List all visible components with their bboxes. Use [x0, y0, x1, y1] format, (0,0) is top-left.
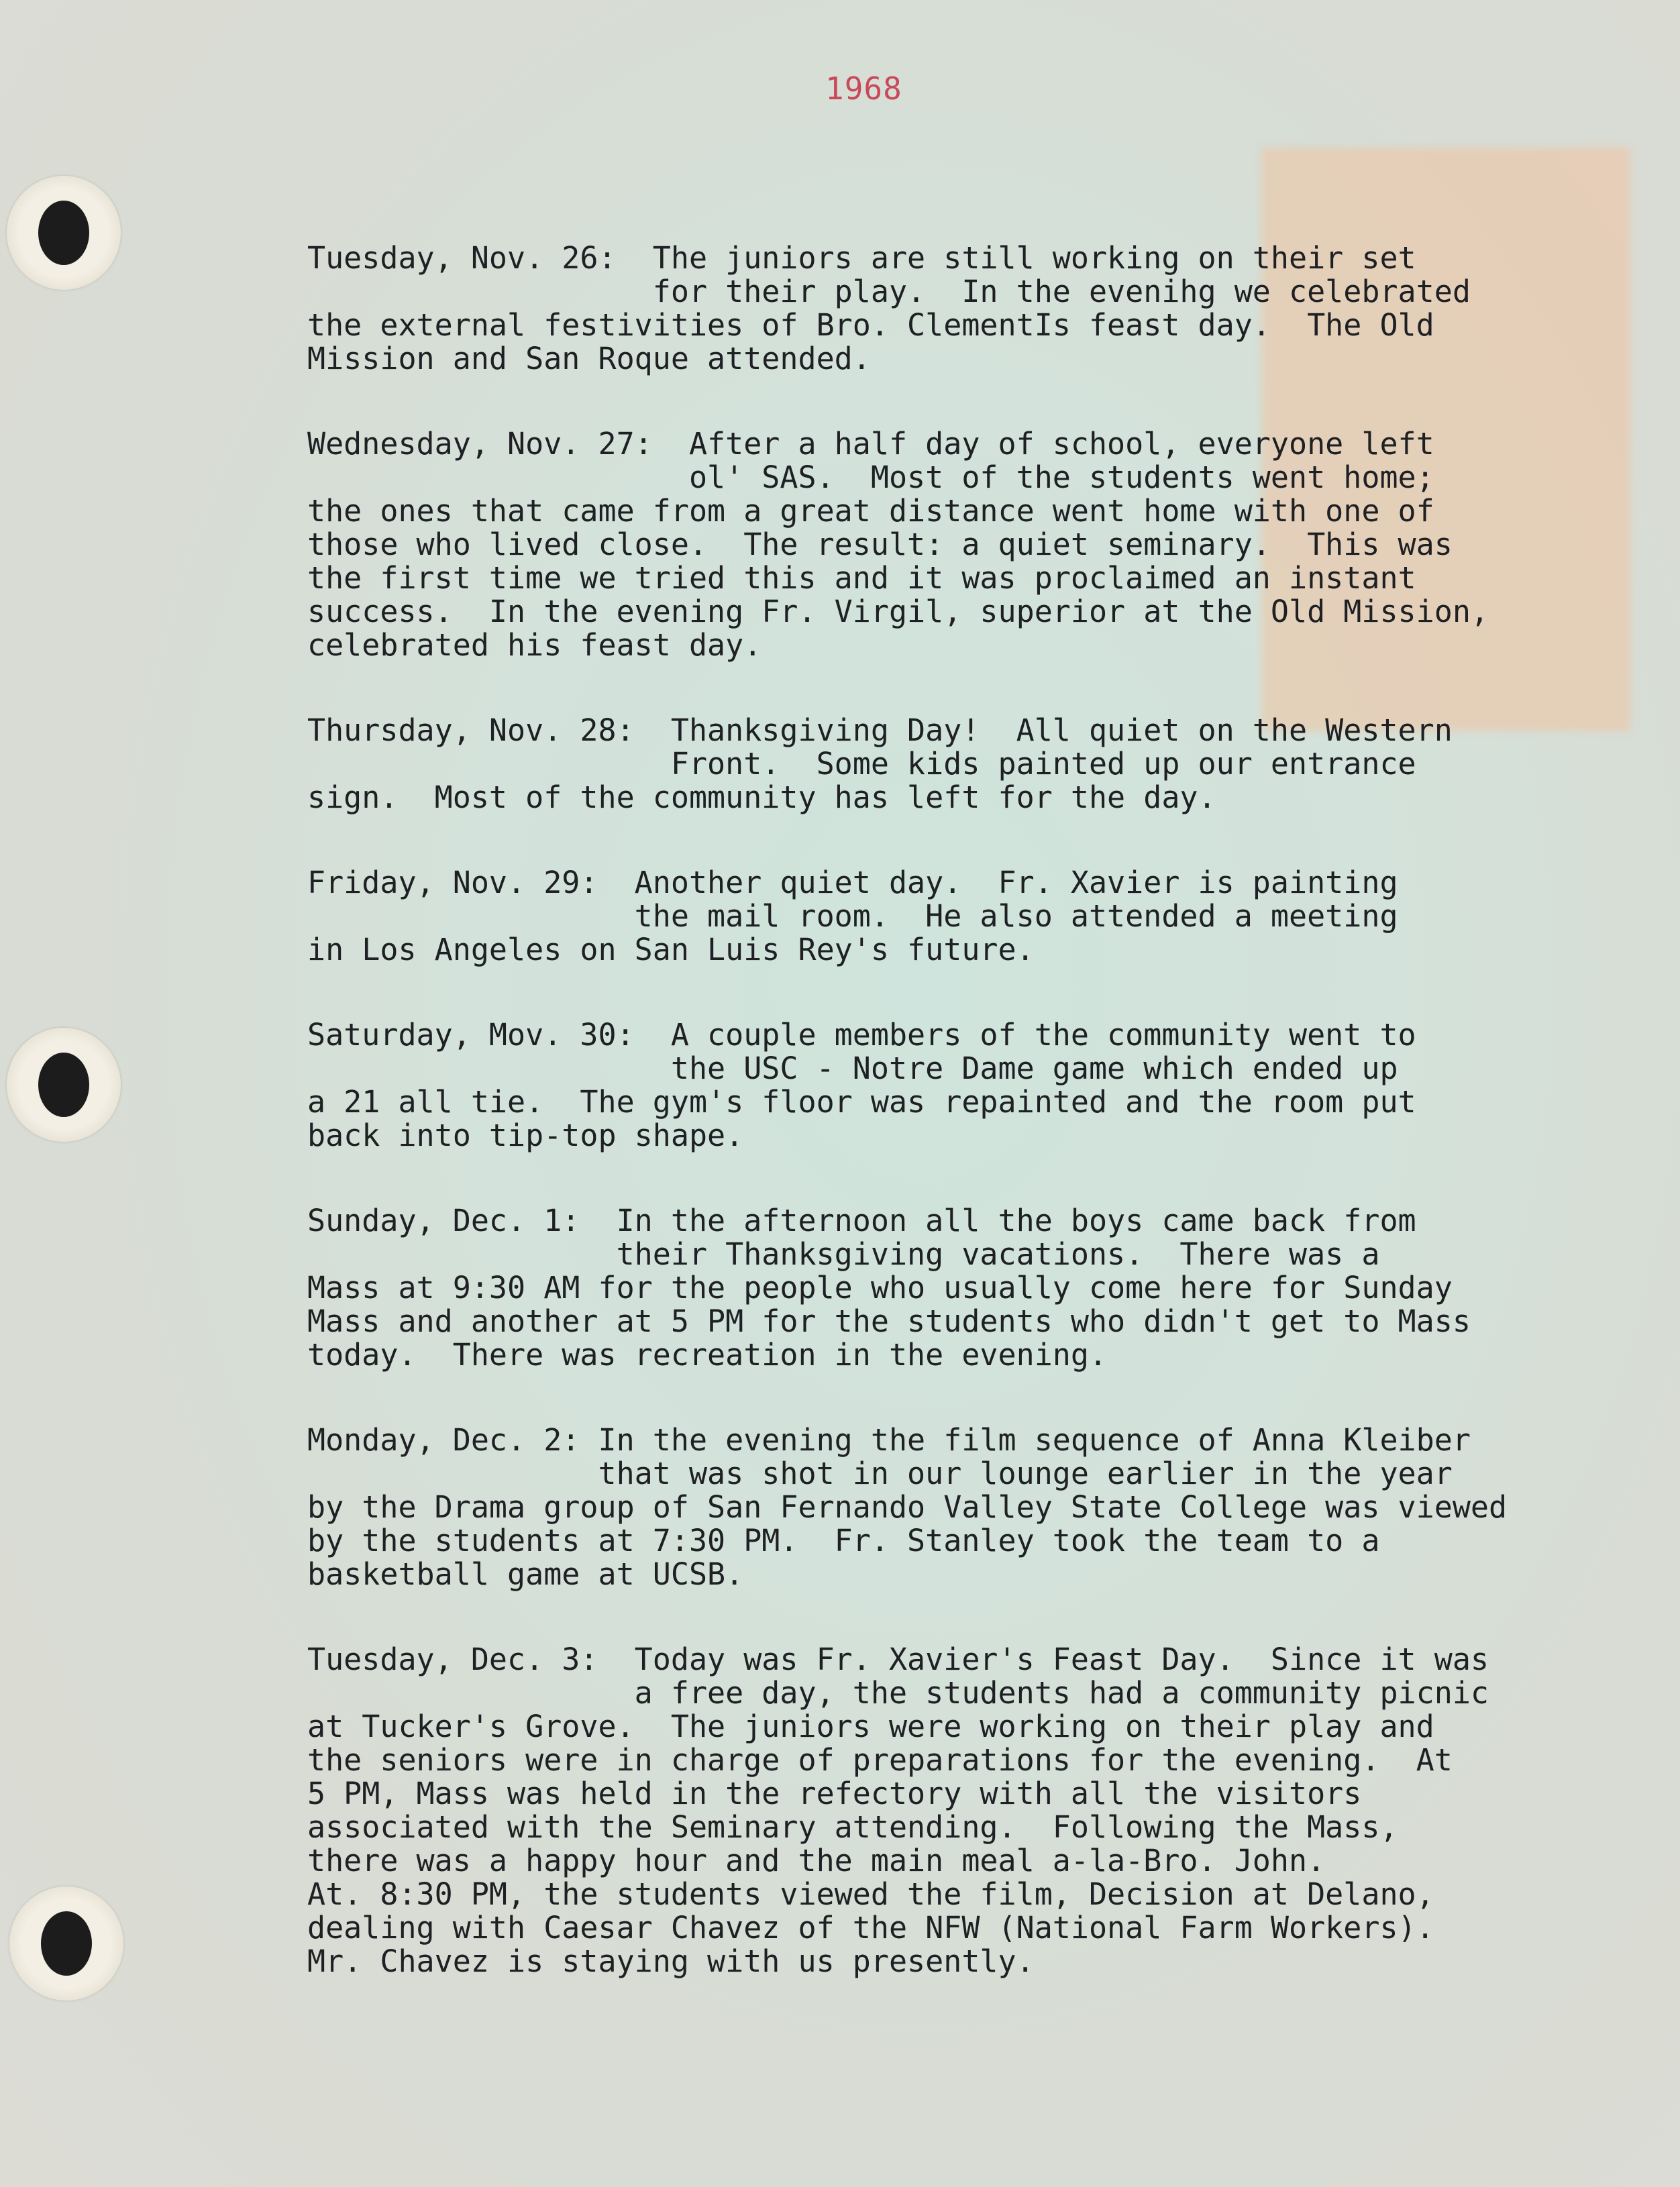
entry-line: celebrated his feast day.	[307, 627, 762, 663]
entry-line: sign. Most of the community has left for the day.	[307, 780, 1216, 815]
entry-line: Thursday, Nov. 28: Thanksgiving Day! All quiet on the Western	[307, 712, 1453, 748]
entry-dec-3	[307, 1643, 1676, 1978]
entry-line: Front. Some kids painted up our entrance	[307, 746, 1416, 782]
entry-line: those who lived close. The result: a quiet seminary. This was	[307, 527, 1453, 562]
entry-dec-2	[307, 1424, 1676, 1591]
entry-line: Mass at 9:30 AM for the people who usually come here for Sunday	[307, 1270, 1453, 1305]
entry-line: success. In the evening Fr. Virgil, superior at the Old Mission,	[307, 594, 1489, 629]
entry-line: At. 8:30 PM, the students viewed the film, Decision at Delano,	[307, 1876, 1434, 1912]
entry-line: Tuesday, Nov. 26: The juniors are still working on their set	[307, 240, 1416, 276]
entry-line: the USC - Notre Dame game which ended up	[307, 1051, 1398, 1086]
entry-line: Mass and another at 5 PM for the students who didn't get to Mass	[307, 1303, 1471, 1339]
entry-line: the first time we tried this and it was proclaimed an instant	[307, 560, 1416, 596]
entry-line: a free day, the students had a community picnic	[307, 1675, 1489, 1711]
binder-hole-bottom	[9, 1886, 123, 2001]
entry-line: by the Drama group of San Fernando Valley State College was viewed	[307, 1489, 1508, 1525]
entry-line: Saturday, Mov. 30: A couple members of the community went to	[307, 1017, 1416, 1053]
entry-line: their Thanksgiving vacations. There was a	[307, 1236, 1380, 1272]
entry-line: Tuesday, Dec. 3: Today was Fr. Xavier's Feast Day. Since it was	[307, 1642, 1489, 1677]
entry-line: today. There was recreation in the evening.	[307, 1337, 1108, 1373]
entry-line: the external festivities of Bro. ClementIs feast day. The Old	[307, 307, 1434, 343]
entry-line: Friday, Nov. 29: Another quiet day. Fr. Xavier is painting	[307, 865, 1398, 900]
binder-hole-middle	[7, 1028, 121, 1142]
entry-line: Mission and San Roque attended.	[307, 341, 871, 376]
entry-line: that was shot in our lounge earlier in the year	[307, 1456, 1453, 1491]
entry-line: Mr. Chavez is staying with us presently.	[307, 1943, 1035, 1979]
entry-line: in Los Angeles on San Luis Rey's future.	[307, 932, 1035, 967]
entry-nov-29	[307, 866, 1676, 967]
entry-line: 5 PM, Mass was held in the refectory with all the visitors	[307, 1776, 1362, 1811]
entry-line: Wednesday, Nov. 27: After a half day of school, everyone left	[307, 426, 1434, 462]
entry-line: back into tip-top shape.	[307, 1118, 744, 1153]
entry-line: basketball game at UCSB.	[307, 1556, 744, 1592]
entry-nov-26	[307, 242, 1676, 376]
entry-line: a 21 all tie. The gym's floor was repainted and the room put	[307, 1084, 1416, 1120]
entry-line: dealing with Caesar Chavez of the NFW (National Farm Workers).	[307, 1910, 1434, 1945]
entry-line: the mail room. He also attended a meeting	[307, 898, 1398, 934]
entry-line: by the students at 7:30 PM. Fr. Stanley took the team to a	[307, 1523, 1380, 1558]
entry-line: the seniors were in charge of preparations for the evening. At	[307, 1742, 1453, 1778]
diary-entries	[307, 242, 1676, 2030]
entry-dec-1	[307, 1204, 1676, 1372]
entry-line: ol' SAS. Most of the students went home;	[307, 460, 1434, 495]
binder-hole-top	[7, 176, 121, 290]
entry-line: Sunday, Dec. 1: In the afternoon all the boys came back from	[307, 1203, 1416, 1238]
entry-nov-30	[307, 1018, 1676, 1153]
entry-line: at Tucker's Grove. The juniors were working on their play and	[307, 1709, 1434, 1744]
entry-nov-28	[307, 714, 1676, 814]
entry-line: the ones that came from a great distance went home with one of	[307, 493, 1434, 529]
entry-line: Monday, Dec. 2: In the evening the film sequence of Anna Kleiber	[307, 1422, 1471, 1458]
entry-line: there was a happy hour and the main meal a-la-Bro. John.	[307, 1843, 1326, 1878]
entry-nov-27	[307, 427, 1676, 662]
entry-line: for their play. In the evenihg we celebrated	[307, 274, 1471, 309]
entry-line: associated with the Seminary attending. Following the Mass,	[307, 1809, 1398, 1845]
page-year: 1968	[825, 70, 902, 107]
